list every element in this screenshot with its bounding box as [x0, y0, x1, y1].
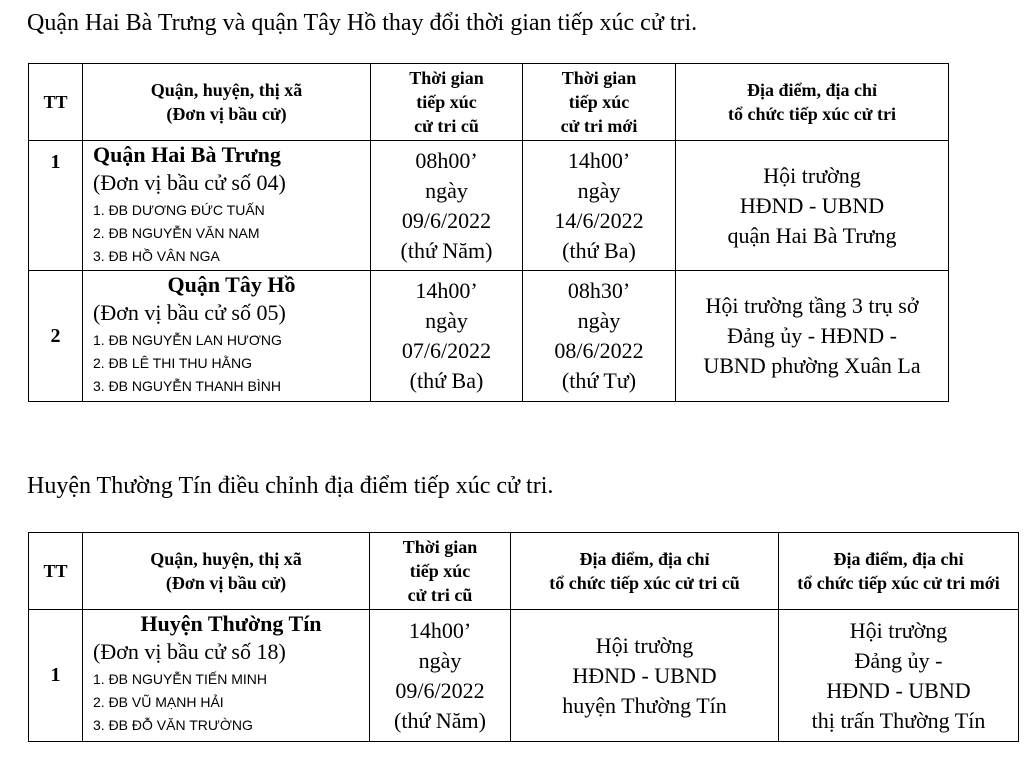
- header-line: tiếp xúc: [416, 92, 477, 112]
- place-line: HĐND - UBND: [739, 192, 885, 218]
- schedule-change-table: [28, 63, 949, 402]
- place-line: Đảng ủy -: [854, 647, 943, 673]
- delegate-item: 3. ĐB ĐỖ VĂN TRƯỜNG: [93, 717, 253, 733]
- place-line: Hội trường: [849, 617, 948, 643]
- unit-name: Quận Hai Bà Trưng: [93, 142, 281, 167]
- header-old-place: [511, 533, 779, 610]
- place-line: Hội trường: [763, 162, 861, 188]
- place-line: Đảng ủy - HĐND -: [727, 323, 897, 348]
- header-line: tổ chức tiếp xúc cử tri cũ: [549, 573, 740, 593]
- header-line: tổ chức tiếp xúc cử tri: [727, 104, 897, 124]
- table-row: [29, 141, 949, 271]
- time-line: ngày: [577, 308, 621, 333]
- place-line: HĐND - UBND: [572, 662, 717, 688]
- delegate-item: 2. ĐB VŨ MẠNH HẢI: [93, 694, 224, 710]
- location-change-table: [28, 532, 1019, 742]
- header-line: (Đơn vị bầu cử): [166, 104, 287, 124]
- header-tt: TT: [29, 64, 83, 141]
- time-line: 09/6/2022: [401, 207, 492, 233]
- unit-cell: [83, 141, 371, 271]
- time-line: 08h00’: [415, 147, 478, 173]
- time-line: (thứ Ba): [562, 237, 636, 263]
- section2-heading: Huyện Thường Tín điều chỉnh địa điểm tiếp xúc cử tri.: [27, 473, 554, 499]
- time-line: (thứ Năm): [400, 237, 493, 263]
- new-place-cell: [779, 610, 1019, 742]
- header-line: tiếp xúc: [409, 561, 471, 581]
- delegate-list: [93, 199, 370, 268]
- time-line: 09/6/2022: [395, 677, 485, 703]
- place-line: HĐND - UBND: [826, 677, 971, 703]
- old-time-cell: [371, 141, 523, 271]
- table-row: [29, 610, 1019, 742]
- time-line: 08/6/2022: [554, 338, 644, 363]
- header-line: tổ chức tiếp xúc cử tri mới: [797, 573, 1000, 593]
- header-new-time: [523, 64, 676, 141]
- header-old-time: [371, 64, 523, 141]
- header-line: Địa điểm, địa chỉ: [746, 80, 877, 100]
- time-line: ngày: [425, 308, 468, 333]
- header-line: cử tri cũ: [407, 585, 473, 605]
- time-line: ngày: [418, 647, 462, 673]
- time-line: 14h00’: [567, 147, 631, 173]
- delegate-item: 1. ĐB NGUYỄN LAN HƯƠNG: [93, 332, 282, 348]
- time-line: 14/6/2022: [554, 207, 644, 233]
- unit-name: Huyện Thường Tín: [140, 611, 322, 636]
- time-line: 14h00’: [408, 617, 472, 643]
- header-tt: TT: [29, 533, 83, 610]
- time-line: 08h30’: [567, 278, 631, 303]
- place-cell: [676, 141, 949, 271]
- unit-cell: [83, 271, 371, 402]
- time-line: ngày: [425, 177, 468, 203]
- place-line: thị trấn Thường Tín: [811, 707, 986, 733]
- place-line: quận Hai Bà Trưng: [727, 222, 897, 248]
- row-number: 1: [29, 141, 83, 271]
- place-line: Hội trường: [595, 632, 694, 658]
- unit-name: Quận Tây Hồ: [167, 272, 296, 297]
- row-number: 1: [29, 610, 83, 742]
- place-line: UBND phường Xuân La: [703, 353, 921, 378]
- place-cell: [676, 271, 949, 402]
- old-time-cell: [370, 610, 511, 742]
- time-line: 07/6/2022: [401, 338, 492, 363]
- section1-heading: Quận Hai Bà Trưng và quận Tây Hồ thay đổi thời gian tiếp xúc cử tri.: [27, 10, 698, 36]
- time-line: 14h00’: [415, 278, 478, 303]
- table-header-row: [29, 64, 949, 141]
- header-line: cử tri cũ: [414, 116, 479, 136]
- old-time-cell: [371, 271, 523, 402]
- delegate-item: 1. ĐB NGUYỄN TIẾN MINH: [93, 671, 267, 687]
- header-line: Thời gian: [561, 68, 637, 88]
- header-line: (Đơn vị bầu cử): [165, 573, 287, 593]
- header-line: tiếp xúc: [568, 92, 630, 112]
- row-number: 2: [29, 271, 83, 402]
- delegate-item: 3. ĐB NGUYỄN THANH BÌNH: [93, 378, 281, 394]
- table-header-row: [29, 533, 1019, 610]
- place-line: Hội trường tầng 3 trụ sở: [705, 293, 919, 318]
- delegate-item: 2. ĐB LÊ THI THU HẰNG: [93, 355, 252, 371]
- delegate-item: 2. ĐB NGUYỄN VĂN NAM: [93, 225, 260, 241]
- new-time-cell: [523, 141, 676, 271]
- delegate-item: 1. ĐB DƯƠNG ĐỨC TUẤN: [93, 202, 265, 218]
- unit-cell: [83, 610, 370, 742]
- old-place-cell: [511, 610, 779, 742]
- time-line: (thứ Tư): [561, 368, 637, 393]
- header-line: Quận, huyện, thị xã: [150, 549, 302, 569]
- header-line: Địa điểm, địa chỉ: [579, 549, 710, 569]
- delegate-list: [93, 668, 369, 737]
- new-time-cell: [523, 271, 676, 402]
- time-line: ngày: [577, 177, 621, 203]
- header-line: Quận, huyện, thị xã: [150, 80, 303, 100]
- time-line: (thứ Ba): [409, 368, 484, 393]
- header-line: Thời gian: [402, 537, 478, 557]
- header-unit: [83, 533, 370, 610]
- header-old-time: [370, 533, 511, 610]
- header-line: Thời gian: [409, 68, 484, 88]
- header-new-place: [779, 533, 1019, 610]
- header-place: [676, 64, 949, 141]
- delegate-item: 3. ĐB HỒ VÂN NGA: [93, 248, 220, 264]
- electoral-unit: (Đơn vị bầu cử số 18): [93, 639, 286, 664]
- header-line: Địa điểm, địa chỉ: [833, 549, 964, 569]
- header-line: cử tri mới: [560, 116, 638, 136]
- table-row: [29, 271, 949, 402]
- header-unit: [83, 64, 371, 141]
- place-line: huyện Thường Tín: [562, 692, 727, 718]
- electoral-unit: (Đơn vị bầu cử số 04): [93, 170, 286, 195]
- electoral-unit: (Đơn vị bầu cử số 05): [93, 300, 286, 325]
- delegate-list: [93, 329, 370, 398]
- time-line: (thứ Năm): [394, 707, 486, 733]
